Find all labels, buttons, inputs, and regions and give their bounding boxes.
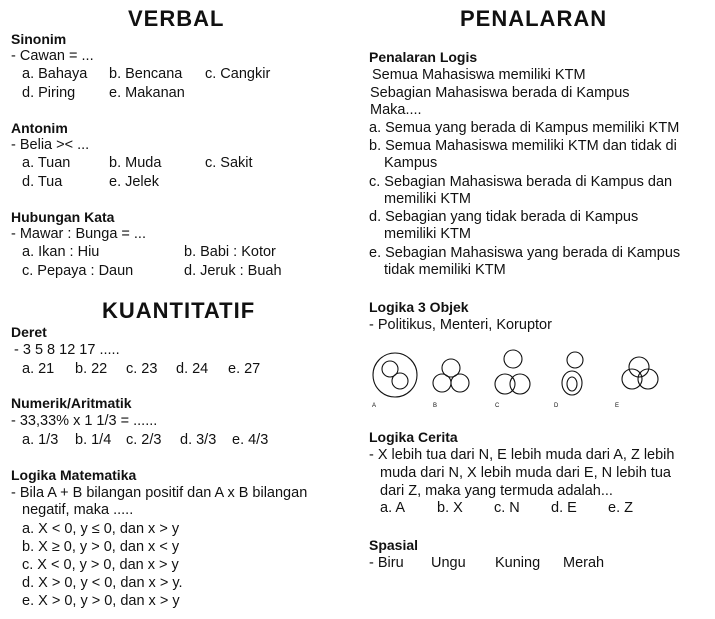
logika-cerita-option: d. E [551,500,577,516]
numerik-question: - 33,33% x 1 1/3 = ...... [11,413,158,429]
logika-matematika-option: d. X > 0, y < 0, dan x > y. [22,575,183,591]
deret-option: e. 27 [228,361,261,377]
logika-matematika-heading: Logika Matematika [11,467,137,483]
hubungan-heading: Hubungan Kata [11,209,115,225]
antonim-option: e. Jelek [109,174,159,190]
deret-option: a. 21 [22,361,55,377]
numerik-option: e. 4/3 [232,432,269,448]
logika-matematika-option: c. X < 0, y > 0, dan x > y [22,557,179,573]
logika-matematika-option: a. X < 0, y ≤ 0, dan x > y [22,521,180,537]
hubungan-option: d. Jeruk : Buah [184,263,282,279]
hubungan-option: b. Babi : Kotor [184,244,276,260]
sinonim-heading: Sinonim [11,31,67,47]
venn-option-e [615,357,658,409]
logika-3-objek-heading: Logika 3 Objek [369,299,469,315]
deret-option: c. 23 [126,361,158,377]
logika-3-objek-question: - Politikus, Menteri, Koruptor [369,317,552,333]
venn-label-b: B [433,403,438,409]
hubungan-question: - Mawar : Bunga = ... [11,226,146,242]
logika-cerita-heading: Logika Cerita [369,429,458,445]
logika-matematika-option: e. X > 0, y > 0, dan x > y [22,593,180,609]
logis-option-e: e. Sebagian Mahasiswa yang berada di Kampus [369,245,681,261]
premise-1: Semua Mahasiswa memiliki KTM [372,67,586,83]
sinonim-option: b. Bencana [109,66,183,82]
sinonim-option: e. Makanan [109,85,185,101]
venn-option-a [372,353,417,409]
antonim-question: - Belia >< ... [11,137,90,153]
deret-question: - 3 5 8 12 17 ..... [14,342,120,358]
venn-label-a: A [372,403,377,409]
logika-cerita-option: a. A [380,500,405,516]
deret-option: b. 22 [75,361,108,377]
logis-option-c-cont: memiliki KTM [384,191,471,207]
logis-option-b-cont: Kampus [384,155,438,171]
hubungan-option: c. Pepaya : Daun [22,263,134,279]
logika-matematika-option: b. X ≥ 0, y > 0, dan x < y [22,539,180,555]
logika-matematika-question-cont: negatif, maka ..... [22,502,134,518]
logis-option-c: c. Sebagian Mahasiswa berada di Kampus dan [369,174,673,190]
numerik-option: a. 1/3 [22,432,59,448]
venn-option-d [554,352,583,409]
logis-option-a: a. Semua yang berada di Kampus memiliki KTM [369,120,680,136]
logika-cerita-line-1: - X lebih tua dari N, E lebih muda dari A, Z lebih [369,447,675,463]
antonim-option: a. Tuan [22,155,71,171]
spasial-heading: Spasial [369,537,419,553]
numerik-option: c. 2/3 [126,432,162,448]
venn-option-b [433,359,469,409]
logika-cerita-line-2: muda dari N, X lebih muda dari E, N lebih tua [380,465,671,481]
venn-diagram-options [369,345,669,415]
venn-label-c: C [495,403,500,409]
spasial-item: Merah [563,555,605,571]
spasial-item: Kuning [495,555,541,571]
logika-cerita-option: b. X [437,500,463,516]
logis-option-d-cont: memiliki KTM [384,226,471,242]
logis-option-b: b. Semua Mahasiswa memiliki KTM dan tidak di [369,138,677,154]
sinonim-option: c. Cangkir [205,66,271,82]
premise-2: Sebagian Mahasiswa berada di Kampus [370,85,630,101]
logika-cerita-line-3: dari Z, maka yang termuda adalah... [380,483,613,499]
antonim-option: c. Sakit [205,155,253,171]
deret-heading: Deret [11,324,47,340]
sinonim-option: d. Piring [22,85,76,101]
antonim-option: b. Muda [109,155,162,171]
spasial-item: Ungu [431,555,466,571]
hubungan-option: a. Ikan : Hiu [22,244,100,260]
sinonim-option: a. Bahaya [22,66,88,82]
venn-option-c [495,350,530,409]
logis-option-e-cont: tidak memiliki KTM [384,262,506,278]
antonim-heading: Antonim [11,120,68,136]
spasial-item: - Biru [369,555,404,571]
verbal-title: VERBAL [128,6,225,31]
logis-option-d: d. Sebagian yang tidak berada di Kampus [369,209,639,225]
penalaran-title: PENALARAN [460,6,608,31]
sinonim-question: - Cawan = ... [11,48,94,64]
numerik-option: d. 3/3 [180,432,217,448]
penalaran-logis-heading: Penalaran Logis [369,49,478,65]
antonim-option: d. Tua [22,174,63,190]
conclusion-prompt: Maka.... [370,102,422,118]
deret-option: d. 24 [176,361,209,377]
logika-cerita-option: c. N [494,500,520,516]
kuantitatif-title: KUANTITATIF [102,298,256,323]
logika-cerita-option: e. Z [608,500,633,516]
venn-label-e: E [615,403,620,409]
venn-label-d: D [554,403,559,409]
numerik-option: b. 1/4 [75,432,112,448]
numerik-heading: Numerik/Aritmatik [11,395,132,411]
logika-matematika-question: - Bila A + B bilangan positif dan A x B bilangan [11,485,308,501]
